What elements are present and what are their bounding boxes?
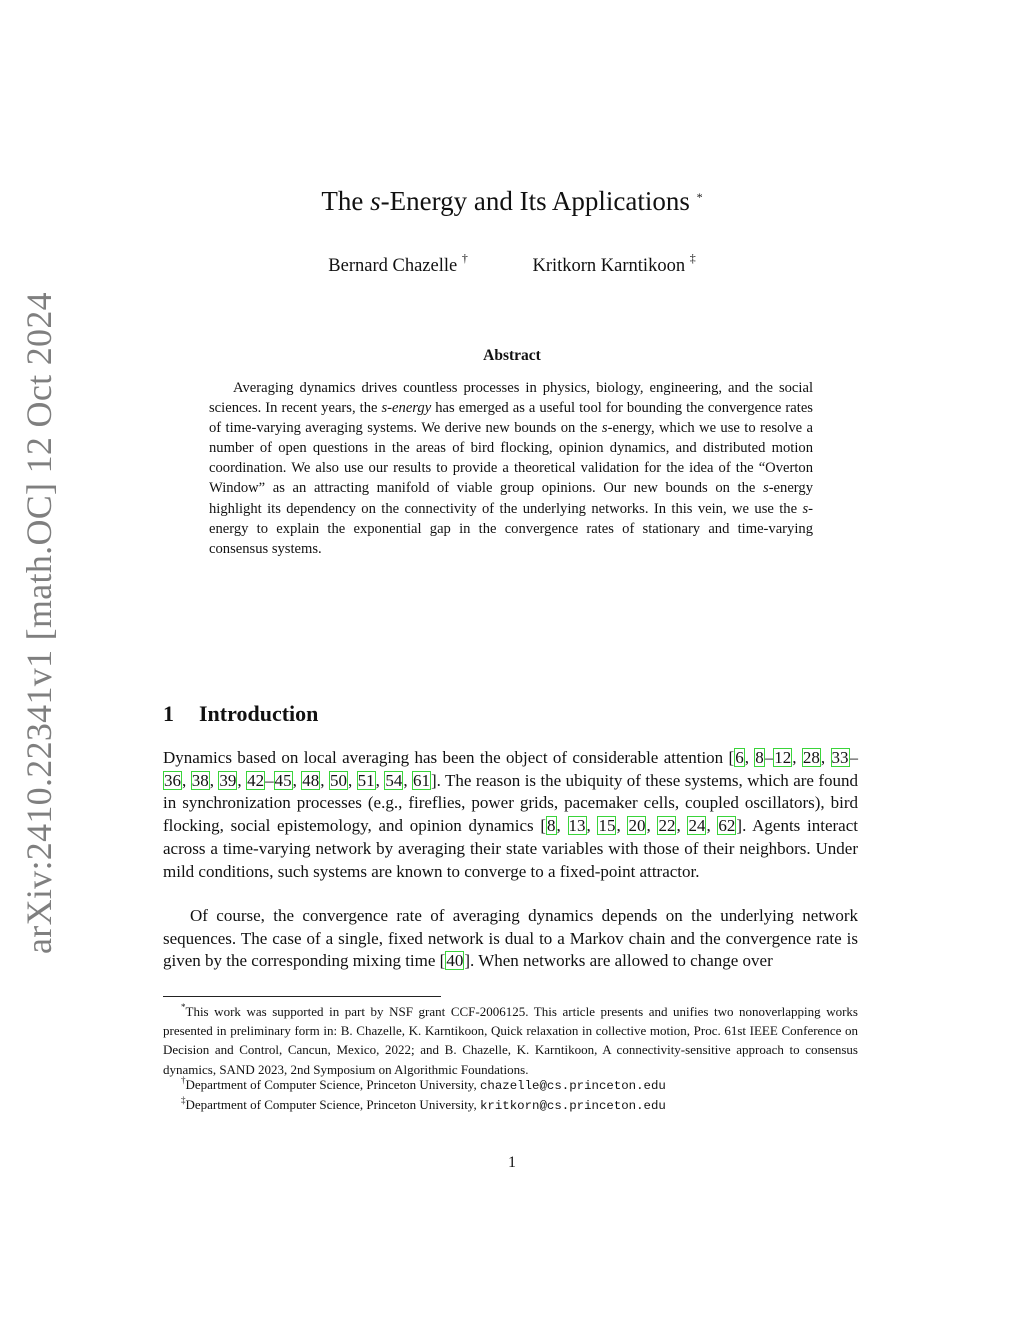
author-1: Bernard Chazelle † xyxy=(328,251,468,276)
abstract-heading: Abstract xyxy=(483,347,541,364)
citation-range-dash: – xyxy=(764,748,774,767)
title-footnote-mark: * xyxy=(696,190,703,204)
section-heading-introduction: 1 Introduction xyxy=(163,701,319,726)
citation-link[interactable]: 12 xyxy=(774,748,792,767)
author-1-email[interactable]: chazelle@cs.princeton.edu xyxy=(479,1079,666,1093)
citation-link[interactable]: 54 xyxy=(385,770,403,790)
citation-link[interactable]: 48 xyxy=(302,770,320,790)
footnote-funding: *This work was supported in part by NSF grant CCF-2006125. This article presents and unifies two nonoverlapping works presented in preliminary form in: B. Chazelle, K. Karntikoon, Quick relaxation in collective motion, Proc. 61st IEEE Conference on Decision and Control, Cancun, Mexico, 2022; and B. Chazelle, K. Karntikoon, A connectivity-sensitive approach to consensus dynamics, SAND 2023, 2nd Symposium on Algorithmic Foundations. xyxy=(163,1002,858,1077)
citation-link[interactable]: 28 xyxy=(802,748,820,767)
arxiv-identifier-stamp: arXiv:2410.22341v1 [math.OC] 12 Oct 2024 xyxy=(19,292,59,954)
citation-link[interactable]: 62 xyxy=(718,816,736,836)
footnote-rule xyxy=(163,996,441,997)
citation-link[interactable]: 22 xyxy=(658,816,676,836)
paper-title: The s-Energy and Its Applications * xyxy=(321,186,703,216)
citation-link[interactable]: 24 xyxy=(688,816,706,836)
citation-link[interactable]: 15 xyxy=(598,816,616,836)
citation-link[interactable]: 45 xyxy=(274,770,292,790)
citation-link[interactable]: 20 xyxy=(628,816,646,836)
citation-link[interactable]: 8 xyxy=(547,816,556,836)
citation-link[interactable]: 50 xyxy=(329,770,347,790)
author-2: Kritkorn Karntikoon ‡ xyxy=(532,251,696,276)
footnote-author-1-affiliation: †Department of Computer Science, Princeton University, chazelle@cs.princeton.edu xyxy=(181,1075,666,1093)
page-number: 1 xyxy=(508,1154,516,1171)
citation-link[interactable]: 36 xyxy=(164,770,181,790)
citation-range-dash: – xyxy=(849,748,859,767)
citation-range-dash: – xyxy=(265,770,274,790)
footnote-author-2-affiliation: ‡Department of Computer Science, Princeton University, kritkorn@cs.princeton.edu xyxy=(181,1095,666,1113)
citation-link[interactable]: 40 xyxy=(446,951,464,971)
intro-paragraph-1: Dynamics based on local averaging has been the object of considerable attention [6, 8–12, 28, 33–36, 38, 39, 42–45, 48, 50, 51, 54, 61]. The reason is the ubiquity of these systems, which are found in synchronization processes (e.g., fireflies, power grids, pacemaker cells, coupled oscillators), bird flocking, social epistemology, and opinion dynamics [8, 13, 15, 20, 22, 24, 62]. Agents interact across a time-varying network by averaging their state variables with those of their neighbors. Under mild conditions, such systems are known to converge to a fixed-point attractor. xyxy=(163,748,859,881)
citation-link[interactable]: 61 xyxy=(413,770,430,790)
author-2-email[interactable]: kritkorn@cs.princeton.edu xyxy=(479,1099,666,1113)
citation-group-1: 6, 8–12, 28, 33–36, 38, 39, 42–45, 48, 50, 51, 54, 61 xyxy=(164,748,859,790)
citation-link[interactable]: 42 xyxy=(247,770,265,790)
citation-link[interactable]: 39 xyxy=(219,770,237,790)
citation-link[interactable]: 33 xyxy=(831,748,849,767)
abstract-body: Averaging dynamics drives countless processes in physics, biology, engineering, and the social sciences. In recent years, the s-energy has emerged as a useful tool for bounding the convergence rates of time-varying averaging systems. We derive new bounds on the s-energy, which we use to resolve a number of open questions in the areas of bird flocking, opinion dynamics, and distributed motion coordination. We also use our results to provide a theoretical validation for the idea of the “Overton Window” as an attracting manifold of viable group opinions. Our new bounds on the s-energy highlight its dependency on the connectivity of the underlying networks. In this vein, we use the s-energy to explain the exponential gap in the convergence rates of stationary and time-varying consensus systems. xyxy=(209,380,813,557)
citation-link[interactable]: 51 xyxy=(357,770,375,790)
citation-link[interactable]: 6 xyxy=(735,748,744,767)
citation-link[interactable]: 38 xyxy=(191,770,209,790)
intro-paragraph-2: Of course, the convergence rate of averaging dynamics depends on the underlying network sequences. The case of a single, fixed network is dual to a Markov chain and the convergence rate is given by the corresponding mixing time [40]. When networks are allowed to change over xyxy=(163,906,858,971)
citation-link[interactable]: 8 xyxy=(755,748,764,767)
author-list xyxy=(0,251,1024,277)
citation-group-2: 8, 13, 15, 20, 22, 24, 62 xyxy=(547,816,736,836)
citation-link[interactable]: 13 xyxy=(568,816,586,836)
